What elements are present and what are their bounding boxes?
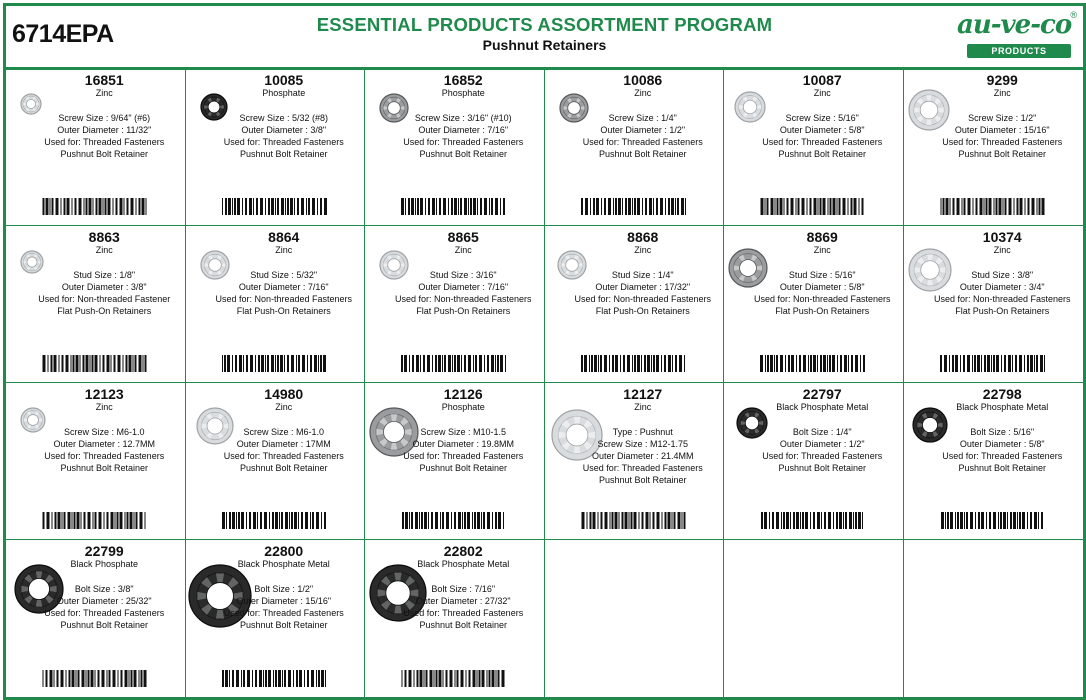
finish-label: Zinc — [95, 245, 113, 255]
header — [6, 6, 1083, 70]
spec-line: Pushnut Bolt Retainer — [598, 149, 687, 159]
part-number: 9299 — [986, 72, 1018, 88]
spec-list — [545, 426, 724, 486]
spec-line: Outer Diameter : 17MM — [236, 439, 331, 449]
finish-label: Black Phosphate — [70, 559, 139, 569]
spec-line: Screw Size : 9/64" (#6) — [58, 113, 151, 123]
spec-line: Outer Diameter : 25/32" — [56, 596, 152, 606]
spec-list — [724, 269, 903, 317]
title-block — [6, 14, 1083, 53]
spec-line: Pushnut Bolt Retainer — [778, 149, 867, 159]
product-cell — [724, 69, 904, 226]
spec-line: Used for: Threaded Fasteners — [403, 137, 524, 147]
product-cell — [186, 226, 366, 383]
spec-list — [365, 426, 544, 474]
barcode — [222, 512, 328, 529]
finish-label: Zinc — [95, 402, 113, 412]
finish-label: Phosphate — [441, 88, 485, 98]
spec-line: Flat Push-On Retainers — [416, 306, 511, 316]
finish-label: Black Phosphate Metal — [417, 559, 510, 569]
spec-line: Stud Size : 1/8" — [73, 270, 136, 280]
spec-line: Pushnut Bolt Retainer — [419, 620, 508, 630]
part-number: 10087 — [802, 72, 842, 88]
product-cell — [904, 383, 1084, 540]
spec-list — [545, 112, 724, 160]
product-cell — [365, 383, 545, 540]
page-subtitle: Pushnut Retainers — [482, 37, 607, 53]
spec-line: Used for: Threaded Fasteners — [403, 451, 524, 461]
spec-list — [724, 112, 903, 160]
finish-label: Zinc — [275, 402, 293, 412]
spec-line: Outer Diameter : 1/2" — [779, 439, 865, 449]
spec-line: Outer Diameter : 11/32" — [57, 125, 152, 135]
spec-line: Pushnut Bolt Retainer — [60, 463, 149, 473]
spec-line: Flat Push-On Retainers — [955, 306, 1050, 316]
spec-list — [545, 269, 724, 317]
product-grid — [6, 69, 1083, 697]
finish-label: Zinc — [454, 245, 472, 255]
spec-list — [365, 269, 544, 317]
spec-line: Pushnut Bolt Retainer — [419, 463, 508, 473]
spec-line: Stud Size : 3/8" — [971, 270, 1034, 280]
finish-label: Black Phosphate Metal — [956, 402, 1049, 412]
spec-line: Used for: Threaded Fasteners — [762, 137, 883, 147]
spec-line: Used for: Threaded Fasteners — [762, 451, 883, 461]
finish-label: Zinc — [993, 245, 1011, 255]
product-cell — [545, 383, 725, 540]
finish-label: Zinc — [275, 245, 293, 255]
spec-line: Bolt Size : 1/4" — [792, 427, 852, 437]
spec-line: Outer Diameter : 15/16" — [236, 596, 332, 606]
product-cell — [6, 69, 186, 226]
barcode — [401, 198, 507, 215]
part-number: 22802 — [443, 543, 483, 559]
empty-cell — [724, 540, 904, 697]
spec-line: Outer Diameter : 5/8" — [779, 282, 865, 292]
spec-line: Outer Diameter : 19.8MM — [412, 439, 515, 449]
spec-line: Screw Size : 1/4" — [608, 113, 677, 123]
page-title: ESSENTIAL PRODUCTS ASSORTMENT PROGRAM — [316, 14, 773, 35]
product-cell — [545, 69, 725, 226]
part-number: 8864 — [268, 229, 300, 245]
spec-line: Used for: Threaded Fasteners — [582, 137, 703, 147]
spec-list — [186, 269, 365, 317]
spec-list — [6, 269, 185, 317]
spec-line: Flat Push-On Retainers — [57, 306, 152, 316]
part-number: 8869 — [806, 229, 838, 245]
barcode — [581, 198, 687, 215]
product-cell — [365, 540, 545, 697]
spec-line: Flat Push-On Retainers — [775, 306, 870, 316]
spec-line: Screw Size : M10-1.5 — [420, 427, 507, 437]
spec-line: Outer Diameter : 5/8" — [779, 125, 865, 135]
spec-line: Pushnut Bolt Retainer — [239, 463, 328, 473]
spec-line: Screw Size : M12-1.75 — [597, 439, 689, 449]
spec-line: Bolt Size : 5/16" — [970, 427, 1035, 437]
part-number: 12126 — [443, 386, 483, 402]
spec-list — [904, 426, 1084, 474]
part-number: 10374 — [982, 229, 1022, 245]
barcode — [43, 198, 148, 215]
barcode — [43, 512, 148, 529]
spec-line: Screw Size : 3/16" (#10) — [414, 113, 512, 123]
barcode — [222, 670, 328, 687]
barcode — [760, 355, 866, 372]
product-cell — [904, 69, 1084, 226]
finish-label: Zinc — [813, 245, 831, 255]
spec-line: Type : Pushnut — [612, 427, 673, 437]
spec-line: Used for: Threaded Fasteners — [403, 608, 524, 618]
barcode — [401, 355, 507, 372]
finish-label: Zinc — [634, 88, 652, 98]
product-cell — [6, 540, 186, 697]
spec-line: Stud Size : 1/4" — [611, 270, 674, 280]
spec-line: Screw Size : M6-1.0 — [63, 427, 145, 437]
product-cell — [724, 226, 904, 383]
barcode — [402, 670, 507, 687]
spec-line: Flat Push-On Retainers — [595, 306, 690, 316]
barcode — [761, 512, 865, 529]
spec-line: Outer Diameter : 3/8" — [241, 125, 327, 135]
part-number: 22800 — [264, 543, 304, 559]
spec-line: Pushnut Bolt Retainer — [239, 149, 328, 159]
part-number: 8865 — [447, 229, 479, 245]
part-number: 10086 — [623, 72, 663, 88]
barcode — [43, 355, 148, 372]
barcode — [43, 670, 148, 687]
spec-line: Outer Diameter : 1/2" — [600, 125, 686, 135]
barcode — [222, 198, 328, 215]
product-cell — [365, 69, 545, 226]
spec-line: Outer Diameter : 5/8" — [959, 439, 1045, 449]
part-number: 10085 — [264, 72, 304, 88]
product-cell — [365, 226, 545, 383]
empty-cell — [545, 540, 725, 697]
spec-line: Bolt Size : 3/8" — [74, 584, 134, 594]
spec-list — [904, 112, 1084, 160]
spec-list — [186, 583, 365, 631]
barcode — [761, 198, 866, 215]
spec-list — [6, 583, 185, 631]
part-number: 16851 — [84, 72, 124, 88]
spec-line: Used for: Non-threaded Fasteners — [574, 294, 712, 304]
part-number: 12127 — [623, 386, 663, 402]
spec-line: Pushnut Bolt Retainer — [60, 620, 149, 630]
spec-line: Bolt Size : 1/2" — [254, 584, 314, 594]
barcode — [941, 512, 1045, 529]
spec-list — [186, 112, 365, 160]
product-cell — [186, 383, 366, 540]
spec-line: Outer Diameter : 21.4MM — [591, 451, 694, 461]
spec-line: Screw Size : 1/2" — [968, 113, 1037, 123]
finish-label: Zinc — [634, 245, 652, 255]
spec-line: Outer Diameter : 15/16" — [954, 125, 1050, 135]
barcode — [402, 512, 506, 529]
finish-label: Zinc — [813, 88, 831, 98]
spec-line: Used for: Threaded Fasteners — [44, 608, 165, 618]
part-number: 22799 — [84, 543, 124, 559]
finish-label: Black Phosphate Metal — [237, 559, 330, 569]
barcode — [222, 355, 328, 372]
barcode — [940, 355, 1046, 372]
product-cell — [6, 383, 186, 540]
empty-cell — [904, 540, 1084, 697]
spec-line: Screw Size : M6-1.0 — [243, 427, 325, 437]
product-cell — [6, 226, 186, 383]
spec-list — [904, 269, 1084, 317]
finish-label: Phosphate — [262, 88, 306, 98]
part-number: 16852 — [443, 72, 483, 88]
product-cell — [724, 383, 904, 540]
spec-line: Used for: Threaded Fasteners — [942, 137, 1063, 147]
spec-line: Screw Size : 5/32 (#8) — [239, 113, 329, 123]
finish-label: Phosphate — [441, 402, 485, 412]
spec-line: Flat Push-On Retainers — [236, 306, 331, 316]
spec-line: Used for: Threaded Fasteners — [44, 137, 165, 147]
spec-list — [186, 426, 365, 474]
spec-line: Pushnut Bolt Retainer — [778, 463, 867, 473]
product-cell — [186, 69, 366, 226]
spec-line: Used for: Threaded Fasteners — [223, 608, 344, 618]
spec-line: Stud Size : 5/16" — [788, 270, 856, 280]
program-code: 6714EPA — [12, 20, 114, 48]
spec-list — [365, 112, 544, 160]
spec-line: Used for: Non-threaded Fastener — [38, 294, 171, 304]
spec-line: Outer Diameter : 7/16" — [418, 125, 509, 135]
part-number: 8863 — [88, 229, 120, 245]
part-number: 12123 — [84, 386, 124, 402]
spec-line: Pushnut Bolt Retainer — [958, 463, 1047, 473]
product-cell — [904, 226, 1084, 383]
auveco-logo — [953, 12, 1077, 60]
product-cell — [545, 226, 725, 383]
spec-line: Pushnut Bolt Retainer — [598, 475, 687, 485]
spec-line: Used for: Non-threaded Fasteners — [215, 294, 353, 304]
part-number: 14980 — [264, 386, 304, 402]
spec-line: Outer Diameter : 27/32" — [415, 596, 511, 606]
spec-line: Outer Diameter : 7/16" — [238, 282, 329, 292]
catalog-sheet — [3, 3, 1086, 700]
spec-line: Pushnut Bolt Retainer — [239, 620, 328, 630]
logo-word: au-ve-co — [957, 10, 1072, 40]
spec-line: Used for: Threaded Fasteners — [44, 451, 165, 461]
spec-list — [6, 112, 185, 160]
spec-line: Pushnut Bolt Retainer — [958, 149, 1047, 159]
spec-line: Used for: Non-threaded Fasteners — [933, 294, 1071, 304]
spec-line: Used for: Threaded Fasteners — [223, 451, 344, 461]
spec-list — [365, 583, 544, 631]
spec-line: Pushnut Bolt Retainer — [60, 149, 149, 159]
barcode — [581, 355, 687, 372]
spec-line: Stud Size : 3/16" — [429, 270, 497, 280]
spec-line: Screw Size : 5/16" — [785, 113, 859, 123]
finish-label: Zinc — [993, 88, 1011, 98]
spec-line: Stud Size : 5/32" — [250, 270, 318, 280]
spec-line: Used for: Threaded Fasteners — [942, 451, 1063, 461]
spec-line: Used for: Non-threaded Fasteners — [394, 294, 532, 304]
spec-list — [6, 426, 185, 474]
logo-registered-mark: ® — [1070, 10, 1077, 20]
barcode — [941, 198, 1046, 215]
spec-line: Used for: Threaded Fasteners — [582, 463, 703, 473]
product-cell — [186, 540, 366, 697]
spec-line: Outer Diameter : 7/16" — [418, 282, 509, 292]
spec-line: Outer Diameter : 12.7MM — [53, 439, 156, 449]
barcode — [581, 512, 686, 529]
part-number: 8868 — [627, 229, 659, 245]
spec-line: Outer Diameter : 3/8" — [61, 282, 147, 292]
finish-label: Black Phosphate Metal — [776, 402, 869, 412]
spec-line: Used for: Non-threaded Fasteners — [753, 294, 891, 304]
spec-list — [724, 426, 903, 474]
spec-line: Outer Diameter : 17/32" — [595, 282, 691, 292]
finish-label: Zinc — [634, 402, 652, 412]
part-number: 22798 — [982, 386, 1022, 402]
finish-label: Zinc — [95, 88, 113, 98]
logo-tag: PRODUCTS — [967, 44, 1071, 58]
part-number: 22797 — [802, 386, 842, 402]
spec-line: Outer Diameter : 3/4" — [959, 282, 1045, 292]
spec-line: Used for: Threaded Fasteners — [223, 137, 344, 147]
spec-line: Pushnut Bolt Retainer — [419, 149, 508, 159]
spec-line: Bolt Size : 7/16" — [431, 584, 496, 594]
